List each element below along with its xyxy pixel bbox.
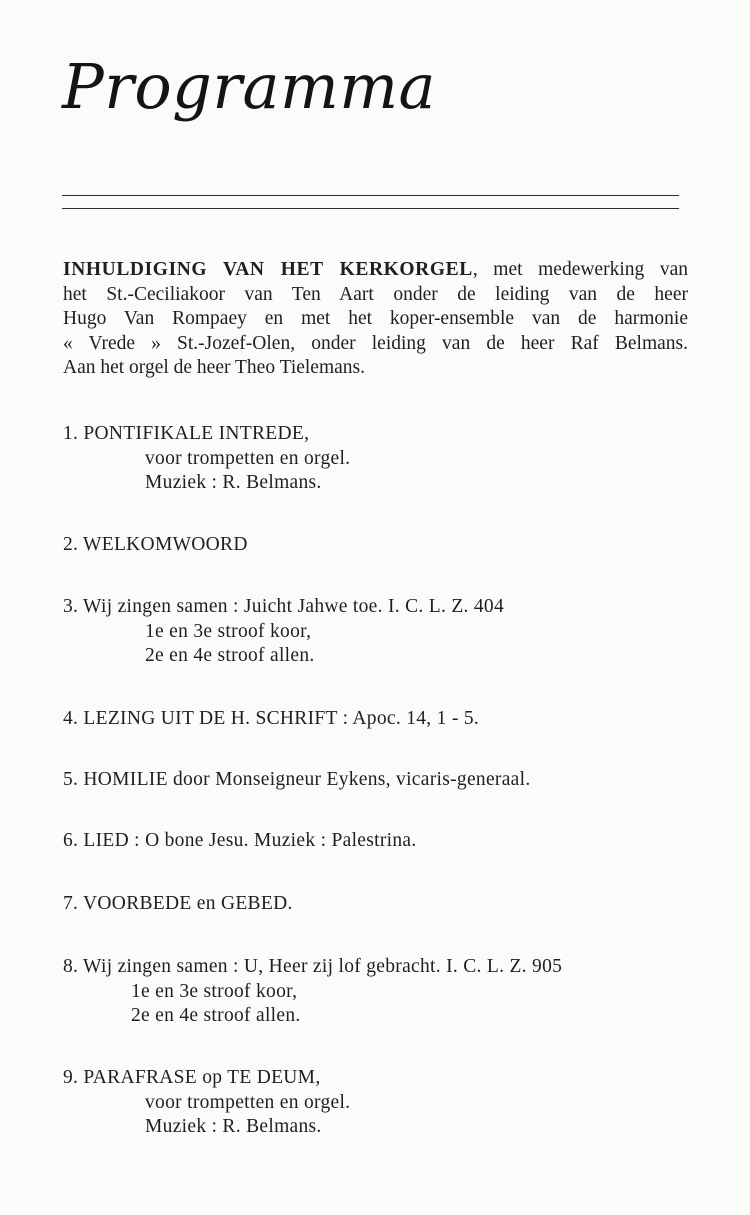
program-item-4 bbox=[63, 707, 479, 732]
program-item-sub: Muziek : R. Belmans. bbox=[145, 472, 322, 493]
program-item-sub: 1e en 3e stroof koor, bbox=[145, 620, 312, 642]
program-item-title: 2. WELKOMWOORD bbox=[63, 534, 248, 555]
program-item-1 bbox=[63, 422, 350, 496]
program-item-sub: voor trompetten en orgel. bbox=[145, 1091, 351, 1113]
program-item-3 bbox=[63, 595, 504, 669]
program-item-title: 7. VOORBEDE en GEBED. bbox=[63, 893, 293, 914]
intro-line-5: Aan het orgel de heer Theo Tielemans. bbox=[63, 357, 366, 378]
intro-line-3: Hugo Van Rompaey en met het koper-ensemble van de harmonie bbox=[63, 308, 688, 329]
program-item-sub: 2e en 4e stroof allen. bbox=[145, 645, 315, 666]
program-item-sub: Muziek : R. Belmans. bbox=[145, 1116, 322, 1137]
intro-line-2: het St.-Ceciliakoor van Ten Aart onder de leiding van de heer bbox=[63, 283, 688, 305]
program-item-2 bbox=[63, 533, 248, 558]
intro-line-4: « Vrede » St.-Jozef-Olen, onder leiding van de heer Raf Belmans. bbox=[63, 332, 688, 354]
program-item-title: 9. PARAFRASE op TE DEUM, bbox=[63, 1067, 321, 1088]
program-item-9 bbox=[63, 1066, 350, 1140]
program-item-5 bbox=[63, 768, 531, 793]
intro-paragraph bbox=[63, 258, 688, 381]
page-title: Programma bbox=[62, 50, 437, 123]
program-item-title: 1. PONTIFIKALE INTREDE, bbox=[63, 423, 310, 444]
program-item-sub: voor trompetten en orgel. bbox=[145, 447, 351, 469]
program-item-title: 4. LEZING UIT DE H. SCHRIFT : Apoc. 14, 1 - 5. bbox=[63, 708, 480, 729]
program-item-7 bbox=[63, 892, 293, 917]
divider-top bbox=[62, 195, 679, 196]
intro-line-1-rest: , met medewerking van bbox=[472, 259, 688, 280]
divider-bottom bbox=[62, 208, 679, 209]
program-item-sub: 2e en 4e stroof allen. bbox=[131, 1005, 301, 1026]
program-item-title: 8. Wij zingen samen : U, Heer zij lof gebracht. I. C. L. Z. 905 bbox=[63, 956, 563, 977]
program-item-6 bbox=[63, 829, 417, 854]
program-item-8 bbox=[63, 955, 562, 1029]
program-item-sub: 1e en 3e stroof koor, bbox=[131, 980, 298, 1002]
program-item-title: 5. HOMILIE door Monseigneur Eykens, vicaris-generaal. bbox=[63, 769, 531, 790]
program-item-title: 6. LIED : O bone Jesu. Muziek : Palestrina. bbox=[63, 830, 417, 851]
intro-heading: INHULDIGING VAN HET KERKORGEL bbox=[63, 259, 473, 280]
program-item-title: 3. Wij zingen samen : Juicht Jahwe toe. I. C. L. Z. 404 bbox=[63, 596, 505, 617]
intro-line-1 bbox=[63, 258, 688, 283]
